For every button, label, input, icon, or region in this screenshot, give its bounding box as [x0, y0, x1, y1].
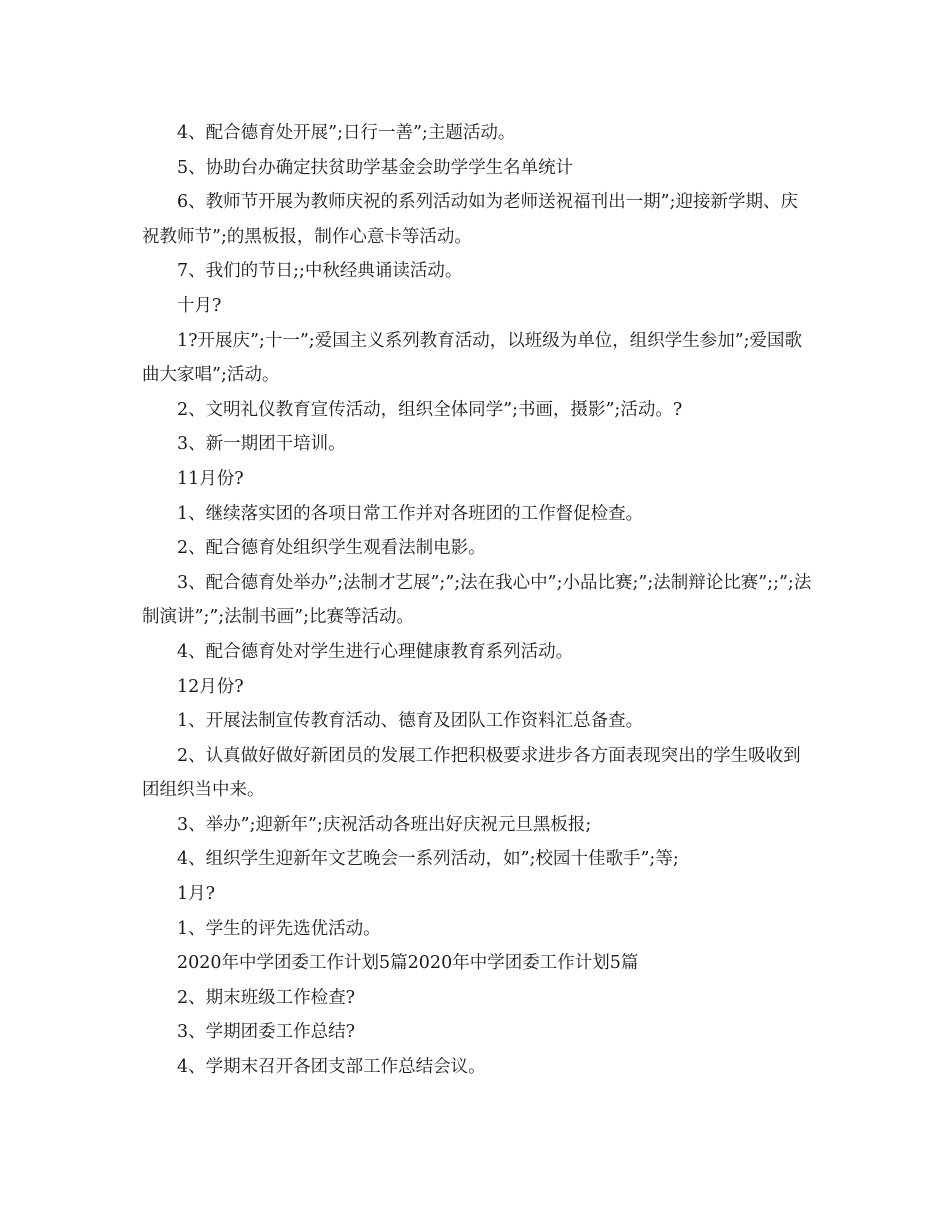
- paragraph: 3、新一期团干培训。: [177, 434, 346, 455]
- paragraph: 1、开展法制宣传教育活动、德育及团队工作资料汇总备查。: [177, 711, 644, 732]
- paragraph: 2、期末班级工作检查?: [177, 987, 356, 1008]
- paragraph: 4、组织学生迎新年文艺晚会一系列活动，如”;校园十佳歌手”;等;: [177, 849, 679, 870]
- section-heading-october: 十月?: [177, 295, 222, 316]
- section-heading-december: 12月份?: [177, 676, 244, 697]
- document-body: [142, 116, 814, 1085]
- section-heading-january: 1月?: [177, 884, 216, 905]
- paragraph: 4、学期末召开各团支部工作总结会议。: [177, 1057, 486, 1078]
- paragraph: 2、配合德育处组织学生观看法制电影。: [177, 538, 486, 559]
- paragraph: 1、学生的评先选优活动。: [177, 918, 381, 939]
- paragraph: 3、举办”;迎新年”;庆祝活动各班出好庆祝元旦黑板报;: [177, 814, 592, 835]
- paragraph: 2、文明礼仪教育宣传活动，组织全体同学”;书画，摄影”;活动。?: [177, 399, 683, 420]
- paragraph: 4、配合德育处对学生进行心理健康教育系列活动。: [177, 641, 574, 662]
- paragraph: 2、认真做好做好新团员的发展工作把积极要求进步各方面表现突出的学生吸收到团组织当中来。: [142, 745, 801, 801]
- paragraph: 6、教师节开展为教师庆祝的系列活动如为老师送祝福刊出一期”;迎接新学期、庆祝教师节”;的黑板报，制作心意卡等活动。: [142, 192, 798, 247]
- paragraph: 7、我们的节日;;中秋经典诵读活动。: [177, 261, 463, 282]
- paragraph: 1?开展庆”;十一”;爱国主义系列教育活动，以班级为单位，组织学生参加”;爱国歌曲大家唱”;活动。: [142, 330, 803, 386]
- section-heading-november: 11月份?: [177, 468, 244, 489]
- paragraph: 3、配合德育处举办”;法制才艺展”;”;法在我心中”;小品比赛;”;法制辩论比赛”;;”;法制演讲”;”;法制书画”;比赛等活动。: [142, 572, 812, 628]
- paragraph: 4、配合德育处开展”;日行一善”;主题活动。: [177, 123, 516, 143]
- paragraph: 3、学期团委工作总结?: [177, 1022, 356, 1043]
- paragraph: 1、继续落实团的各项日常工作并对各班团的工作督促检查。: [177, 503, 644, 524]
- paragraph: 5、协助台办确定扶贫助学基金会助学学生名单统计: [177, 157, 574, 178]
- paragraph: 2020年中学团委工作计划5篇2020年中学团委工作计划5篇: [177, 953, 639, 974]
